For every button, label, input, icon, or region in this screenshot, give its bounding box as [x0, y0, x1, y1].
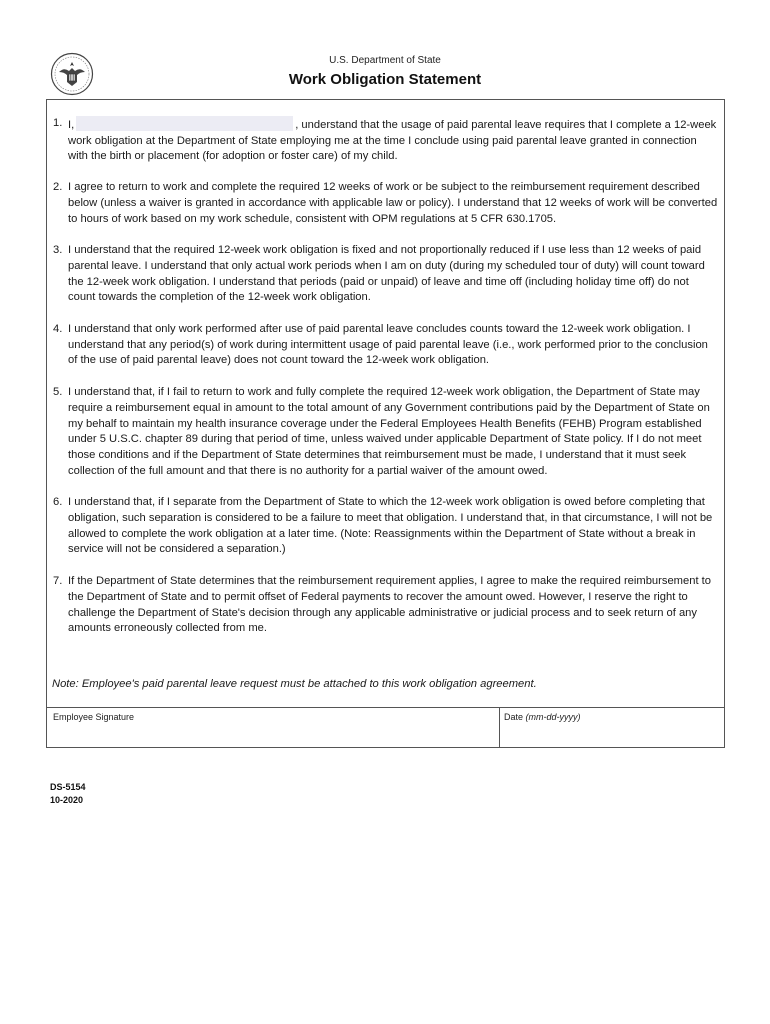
- date-label-text: Date: [504, 712, 526, 722]
- item-text: I agree to return to work and complete the required 12 weeks of work or be subject to the reimbursement requirement described below (unless a waiver is granted in accordance with applicable law or policy). I understand that 12 weeks of work will be converted to hours of work based on my work schedule, consistent with OPM regulations at 5 CFR 630.1705.: [68, 181, 718, 225]
- statement-item-5: [50, 385, 718, 479]
- form-revision: 10-2020: [50, 795, 84, 805]
- signature-divider: [47, 707, 724, 708]
- item-number: 5.: [53, 386, 63, 399]
- item-number: 2.: [53, 181, 63, 194]
- signature-label: Employee Signature: [53, 712, 135, 722]
- item-number: 7.: [53, 575, 63, 588]
- item-text: , understand that the usage of paid parental leave requires that I complete a 12-week work obligation at the Department of State employing me at the time I conclude using paid parental leave granted in connection with the birth or placement (for adoption or foster care) of my child.: [68, 119, 717, 163]
- statement-list: [50, 116, 718, 653]
- item-text: I understand that the required 12-week work obligation is fixed and not proportionally reduced if I use less than 12 weeks of paid parental leave. I understand that only actual work periods when I am on duty (during my scheduled tour of duty) will count toward the 12-week work obligation. I understand that periods (paid or unpaid) of leave and time off (including holiday time off) do not count towards the completion of the 12-week work obligation.: [68, 244, 705, 304]
- statement-item-7: [50, 574, 718, 637]
- statement-item-2: [50, 180, 718, 227]
- agency-name: U.S. Department of State: [329, 55, 441, 66]
- item-text: If the Department of State determines that the reimbursement requirement applies, I agree to make the required reimbursement to the Department of State and to permit offset of Federal payments to recover the amount owed. However, I reserve the right to challenge the Department of State's decision through any applicable administrative or judicial process and to seek return of any amounts erroneously collected from me.: [68, 575, 711, 635]
- item-number: 6.: [53, 496, 63, 509]
- item-number: 1.: [53, 117, 63, 129]
- item-text: I understand that, if I fail to return to work and fully complete the required 12-week work obligation, the Department of State may require a reimbursement equal in amount to the total amount of any Government contributions paid by the Department of State on my behalf to maintain my health insurance coverage under the Federal Employees Health Benefits (FEHB) Program established under 5 U.S.C. chapter 89 during that period of time, unless waived under applicable Department of State policy. If I do not meet those conditions and if the Department of State determines that reimbursement must be made, I understand that it must seek collection of the full amount and that there is no authority for a partial waiver of the amount owed.: [68, 386, 710, 477]
- form-id: [50, 781, 86, 807]
- item-number: 3.: [53, 244, 63, 257]
- date-field[interactable]: [500, 725, 724, 747]
- attachment-note: Note: Employee's paid parental leave request must be attached to this work obligation agreement.: [52, 678, 537, 690]
- item-number: 4.: [53, 323, 63, 336]
- signature-field[interactable]: [47, 725, 498, 747]
- date-label: [504, 712, 581, 722]
- statement-item-6: [50, 495, 718, 558]
- page-title: Work Obligation Statement: [288, 71, 482, 88]
- statement-item-4: [50, 322, 718, 369]
- form-number: DS-5154: [50, 782, 86, 792]
- statement-item-3: [50, 243, 718, 306]
- item-prefix: I,: [68, 119, 75, 131]
- item-text: I understand that, if I separate from the Department of State to which the 12-week work obligation is owed before completing that obligation, such separation is considered to be a failure to meet that obligation. I understand that, in that circumstance, I will not be allowed to complete the work obligation at a later time. (Note: Reassignments within the Department of State without a break in service will not be considered a separation.): [68, 496, 713, 556]
- date-format-hint: (mm-dd-yyyy): [525, 712, 581, 722]
- item-text: I understand that only work performed after use of paid parental leave concludes counts toward the 12-week work obligation. I understand that any period(s) of work during intermittent usage of paid parental leave (i.e., work performed prior to the conclusion of the use of paid parental leave) does not count toward the 12-week work obligation.: [68, 323, 708, 367]
- employee-name-input[interactable]: [76, 116, 293, 131]
- statement-item-1: [50, 116, 718, 165]
